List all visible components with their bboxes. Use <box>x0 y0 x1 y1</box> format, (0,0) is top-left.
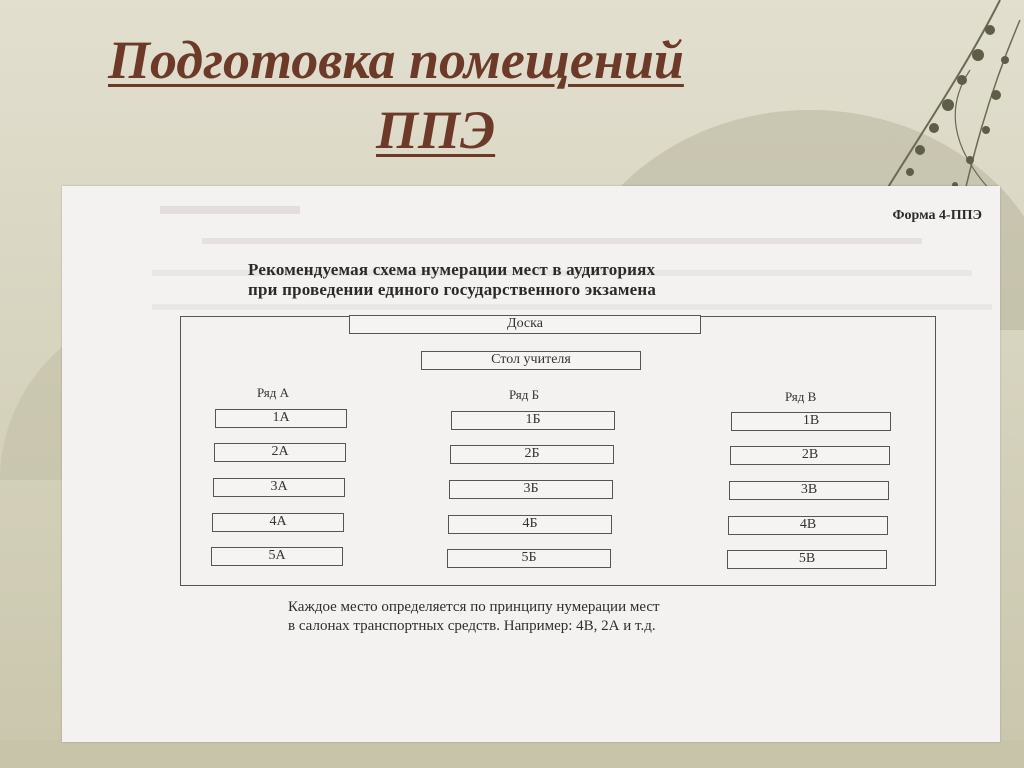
scanned-form-document <box>62 186 1000 742</box>
slide-title-line1: Подготовка помещений <box>108 30 684 90</box>
scheme-heading <box>248 260 908 300</box>
seat-box: 4А <box>212 513 344 532</box>
seat-box: 4В <box>728 516 888 535</box>
seat-box: 2Б <box>450 445 614 464</box>
seat-box: 5Б <box>447 549 611 568</box>
faint-bleedthrough-text <box>202 238 922 244</box>
seat-box: 4Б <box>448 515 612 534</box>
seat-box: 5В <box>727 550 887 569</box>
seat-box: 2А <box>214 443 346 462</box>
row-label-b: Ряд Б <box>509 387 540 402</box>
form-number-label: Форма 4-ППЭ <box>892 208 982 223</box>
faint-bleedthrough-text <box>160 206 300 214</box>
numbering-note <box>288 598 888 636</box>
teacher-desk-box: Стол учителя <box>421 351 641 370</box>
faint-bleedthrough-text <box>152 304 992 310</box>
seat-box: 2В <box>730 446 890 465</box>
scheme-heading-line1: Рекомендуемая схема нумерации мест в аудиториях <box>248 260 656 279</box>
seat-box: 1В <box>731 412 891 431</box>
numbering-note-line2: в салонах транспортных средств. Например: 4В, 2А и т.д. <box>288 618 656 634</box>
seat-box: 1Б <box>451 411 615 430</box>
seat-box: 3В <box>729 481 889 500</box>
row-label-a: Ряд А <box>257 385 289 400</box>
numbering-note-line1: Каждое место определяется по принципу нумерации мест <box>288 599 660 615</box>
seat-box: 5А <box>211 547 343 566</box>
seat-box: 1А <box>215 409 347 428</box>
row-label-v: Ряд В <box>785 389 817 404</box>
background-bottom-strip <box>0 740 1024 768</box>
slide-title-line2: ППЭ <box>376 100 496 160</box>
board-box: Доска <box>349 315 701 334</box>
classroom-scheme-frame <box>180 316 936 586</box>
scheme-heading-line2: при проведении единого государственного экзамена <box>248 280 657 299</box>
seat-box: 3Б <box>449 480 613 499</box>
seat-box: 3А <box>213 478 345 497</box>
